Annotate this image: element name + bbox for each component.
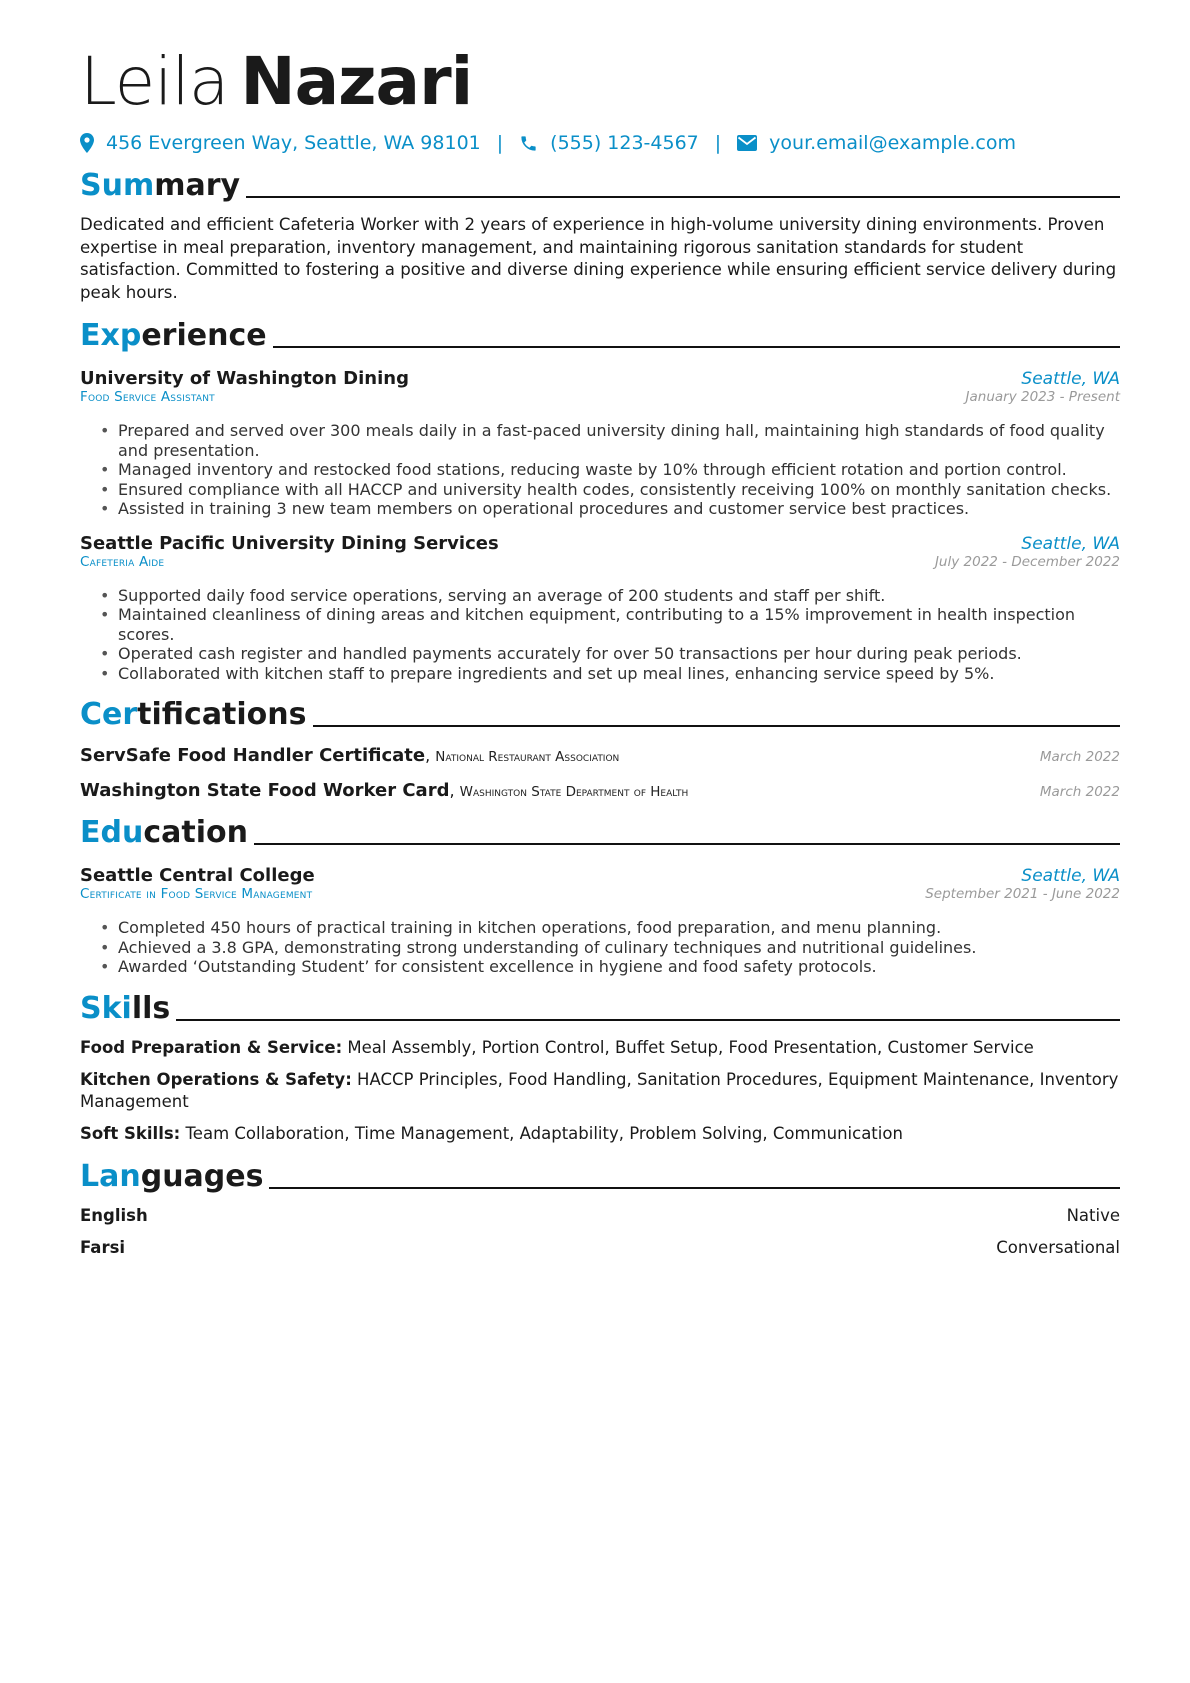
- job-dates: July 2022 - December 2022: [934, 553, 1120, 570]
- bullet-item: • Prepared and served over 300 meals daily in a fast-paced university dining hall, maintaining high standards of food quality and presentation.: [118, 421, 1120, 460]
- education-entry: [80, 865, 1120, 977]
- language-level: Conversational: [996, 1237, 1120, 1257]
- experience-entry: [80, 368, 1120, 519]
- job-location: Seattle, WA: [1021, 369, 1120, 389]
- skill-items: Team Collaboration, Time Management, Adaptability, Problem Solving, Communication: [185, 1123, 903, 1143]
- phone-text: (555) 123-4567: [550, 132, 699, 154]
- skill-category: Soft Skills:: [80, 1123, 181, 1143]
- certification-item: Washington State Food Worker Card, Washington State Department of Health March 2022: [80, 780, 1120, 801]
- section-rule: [269, 1187, 1120, 1189]
- bullet-item: • Operated cash register and handled payments accurately for over 50 transactions per hour during peak periods.: [118, 644, 1120, 664]
- contact-email[interactable]: [737, 132, 1016, 154]
- skill-category: Food Preparation & Service:: [80, 1037, 343, 1057]
- first-name: Leila: [80, 43, 229, 120]
- email-text: your.email@example.com: [769, 132, 1016, 154]
- section-title: Experience: [80, 318, 267, 353]
- experience-section: [80, 314, 1120, 683]
- section-title: Summary: [80, 168, 241, 203]
- job-bullets: [80, 586, 1120, 684]
- section-rule: [246, 196, 1120, 198]
- skill-items: HACCP Principles, Food Handling, Sanitation Procedures, Equipment Maintenance, Inventory Management: [80, 1069, 1119, 1111]
- education-dates: September 2021 - June 2022: [925, 886, 1120, 902]
- section-rule: [254, 843, 1120, 845]
- bullet-item: • Achieved a 3.8 GPA, demonstrating strong understanding of culinary techniques and nutritional guidelines.: [118, 938, 1120, 958]
- degree-title: Certificate in Food Service Management: [80, 886, 313, 902]
- school-location: Seattle, WA: [1021, 866, 1120, 886]
- experience-entry: [80, 533, 1120, 684]
- skill-category: Kitchen Operations & Safety:: [80, 1069, 352, 1089]
- section-rule: [273, 346, 1120, 348]
- candidate-name: [80, 40, 1120, 124]
- last-name: Nazari: [240, 43, 473, 120]
- language-name: English: [80, 1205, 148, 1225]
- skills-section: [80, 987, 1120, 1145]
- section-title: Education: [80, 815, 248, 850]
- language-row: [80, 1237, 1120, 1259]
- summary-section: [80, 164, 1120, 304]
- job-title: Food Service Assistant: [80, 389, 215, 405]
- job-dates: January 2023 - Present: [965, 389, 1120, 405]
- section-title: Certifications: [80, 697, 307, 732]
- bullet-item: • Ensured compliance with all HACCP and university health codes, consistently receiving 100% on monthly sanitation checks.: [118, 480, 1120, 500]
- section-rule: [313, 725, 1120, 727]
- section-title: Languages: [80, 1158, 264, 1194]
- skill-row: [80, 1069, 1120, 1113]
- school-name: Seattle Central College: [80, 865, 315, 886]
- certification-item: ServSafe Food Handler Certificate, National Restaurant Association March 2022: [80, 745, 1120, 766]
- certification-date: March 2022: [1039, 784, 1120, 800]
- contact-bar: [80, 132, 1120, 154]
- language-row: [80, 1205, 1120, 1227]
- summary-text: Dedicated and efficient Cafeteria Worker with 2 years of experience in high-volume university dining environments. Proven expertise in meal preparation, inventory management, and maintaining rigorous sanitation standards for student satisfaction. Committed to fostering a positive and diverse dining experience while ensuring efficient service delivery during peak hours.: [80, 215, 1117, 302]
- skill-row: [80, 1037, 1120, 1059]
- contact-separator: |: [496, 132, 504, 154]
- bullet-item: • Managed inventory and restocked food stations, reducing waste by 10% through efficient rotation and portion control.: [118, 460, 1120, 480]
- language-level: Native: [1066, 1205, 1120, 1225]
- contact-address: [80, 132, 481, 154]
- map-marker-icon: [80, 133, 94, 153]
- bullet-item: • Collaborated with kitchen staff to prepare ingredients and set up meal lines, enhancing service speed by 5%.: [118, 664, 1120, 684]
- certification-date: March 2022: [1039, 749, 1120, 765]
- phone-icon: [519, 134, 538, 153]
- section-rule: [176, 1019, 1120, 1021]
- resume-page: [80, 40, 1120, 1259]
- certification-issuer: Washington State Department of Health: [459, 784, 689, 800]
- skill-row: [80, 1123, 1120, 1145]
- contact-phone[interactable]: [519, 132, 699, 154]
- job-title: Cafeteria Aide: [80, 553, 165, 570]
- skill-items: Meal Assembly, Portion Control, Buffet Setup, Food Presentation, Customer Service: [347, 1037, 1034, 1057]
- certifications-section: [80, 693, 1120, 801]
- bullet-item: • Completed 450 hours of practical training in kitchen operations, food preparation, and menu planning.: [118, 918, 1120, 938]
- job-bullets: [80, 421, 1120, 519]
- certification-name: Washington State Food Worker Card: [80, 780, 450, 801]
- certification-issuer: National Restaurant Association: [435, 749, 620, 765]
- bullet-item: • Supported daily food service operations, serving an average of 200 students and staff per shift.: [118, 586, 1120, 606]
- education-bullets: [80, 918, 1120, 977]
- languages-section: [80, 1155, 1120, 1259]
- contact-separator: |: [714, 132, 722, 154]
- bullet-item: • Maintained cleanliness of dining areas and kitchen equipment, contributing to a 15% improvement in health inspection scores.: [118, 605, 1120, 644]
- education-section: [80, 811, 1120, 977]
- language-name: Farsi: [80, 1237, 126, 1257]
- bullet-item: • Awarded ‘Outstanding Student’ for consistent excellence in hygiene and food safety protocols.: [118, 957, 1120, 977]
- certification-name: ServSafe Food Handler Certificate: [80, 745, 426, 766]
- envelope-icon: [737, 135, 757, 151]
- employer-name: Seattle Pacific University Dining Services: [80, 532, 499, 554]
- bullet-item: • Assisted in training 3 new team members on operational procedures and customer service best practices.: [118, 499, 1120, 519]
- section-title: Skills: [80, 990, 171, 1026]
- employer-name: University of Washington Dining: [80, 368, 409, 389]
- job-location: Seattle, WA: [1021, 533, 1120, 554]
- address-text: 456 Evergreen Way, Seattle, WA 98101: [106, 132, 481, 154]
